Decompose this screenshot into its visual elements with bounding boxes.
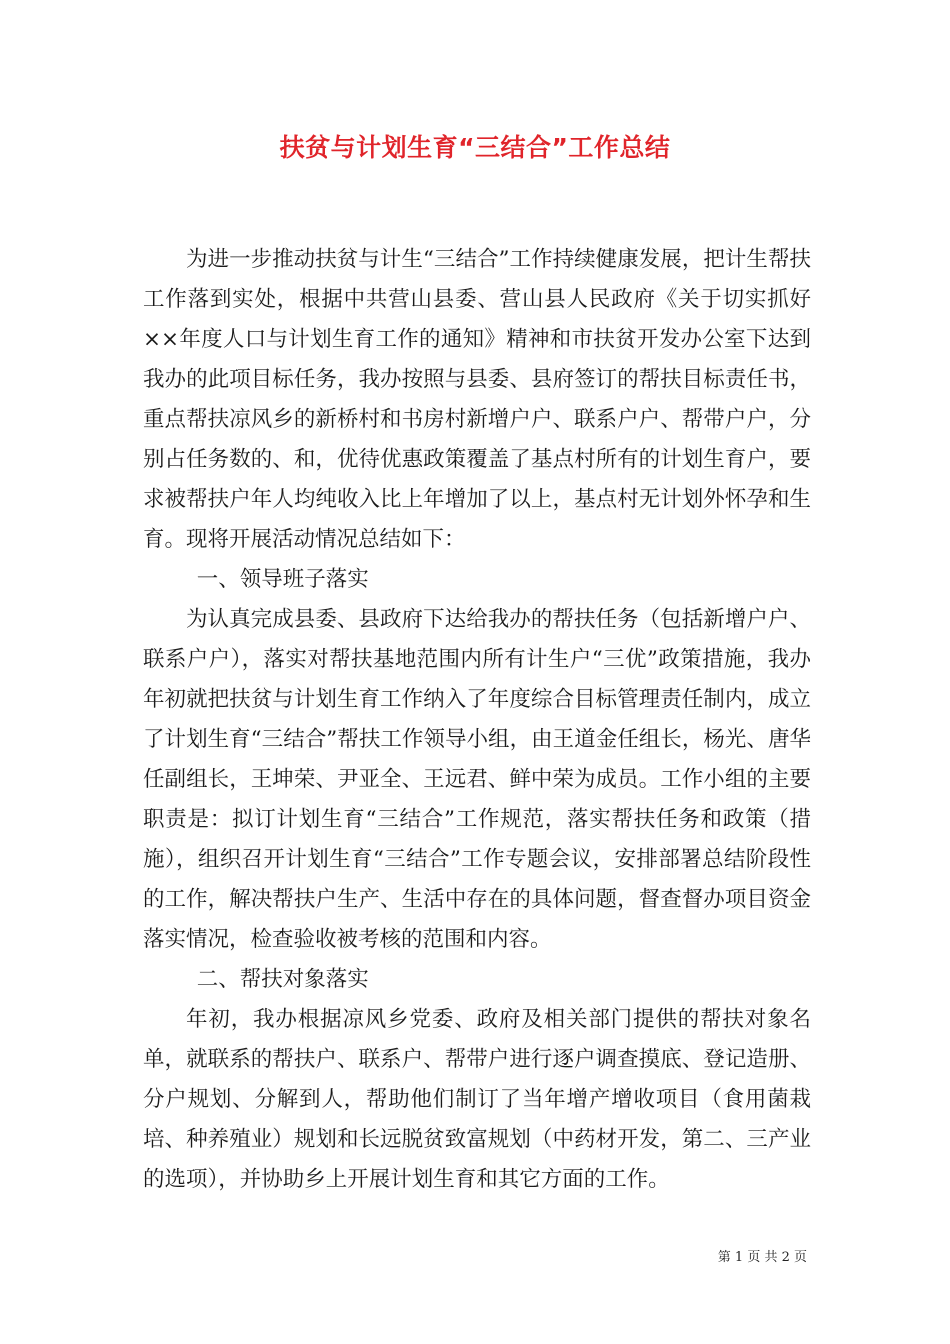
paragraph-intro: 为进一步推动扶贫与计生“三结合”工作持续健康发展，把计生帮扶工作落到实处，根据中共营山县委、营山县人民政府《关于切实抓好××年度人口与计划生育工作的通知》精神和市扶贫开发办公室下达到我办的此项目标任务，我办按照与县委、县府签订的帮扶目标责任书，重点帮扶凉风乡的新桥村和书房村新增户户、联系户户、帮带户户，分别占任务数的、和，优待优惠政策覆盖了基点村所有的计划生育户，要求被帮扶户年人均纯收入比上年增加了以上，基点村无计划外怀孕和生育。现将开展活动情况总结如下： <box>143 247 811 552</box>
document-body <box>143 240 811 1200</box>
section-heading-1: 一、领导班子落实 <box>196 567 369 592</box>
document-title: 扶贫与计划生育“三结合”工作总结 <box>279 133 671 162</box>
paragraph-section-1: 为认真完成县委、县政府下达给我办的帮扶任务（包括新增户户、联系户户），落实对帮扶基地范围内所有计生户“三优”政策措施，我办年初就把扶贫与计划生育工作纳入了年度综合目标管理责任制内，成立了计划生育“三结合”帮扶工作领导小组，由王道金任组长，杨光、唐华任副组长，王坤荣、尹亚全、王远君、鲜中荣为成员。工作小组的主要职责是：拟订计划生育“三结合”工作规范，落实帮扶任务和政策（措施），组织召开计划生育“三结合”工作专题会议，安排部署总结阶段性的工作，解决帮扶户生产、生活中存在的具体问题，督查督办项目资金落实情况，检查验收被考核的范围和内容。 <box>143 607 811 952</box>
page-number: 第 1 页 共 2 页 <box>717 1250 807 1265</box>
section-heading-2: 二、帮扶对象落实 <box>196 967 369 992</box>
paragraph-section-2: 年初，我办根据凉风乡党委、政府及相关部门提供的帮扶对象名单，就联系的帮扶户、联系户、帮带户进行逐户调查摸底、登记造册、分户规划、分解到人，帮助他们制订了当年增产增收项目（食用菌栽培、种养殖业）规划和长远脱贫致富规划（中药材开发，第二、三产业的选项），并协助乡上开展计划生育和其它方面的工作。 <box>143 1007 811 1192</box>
